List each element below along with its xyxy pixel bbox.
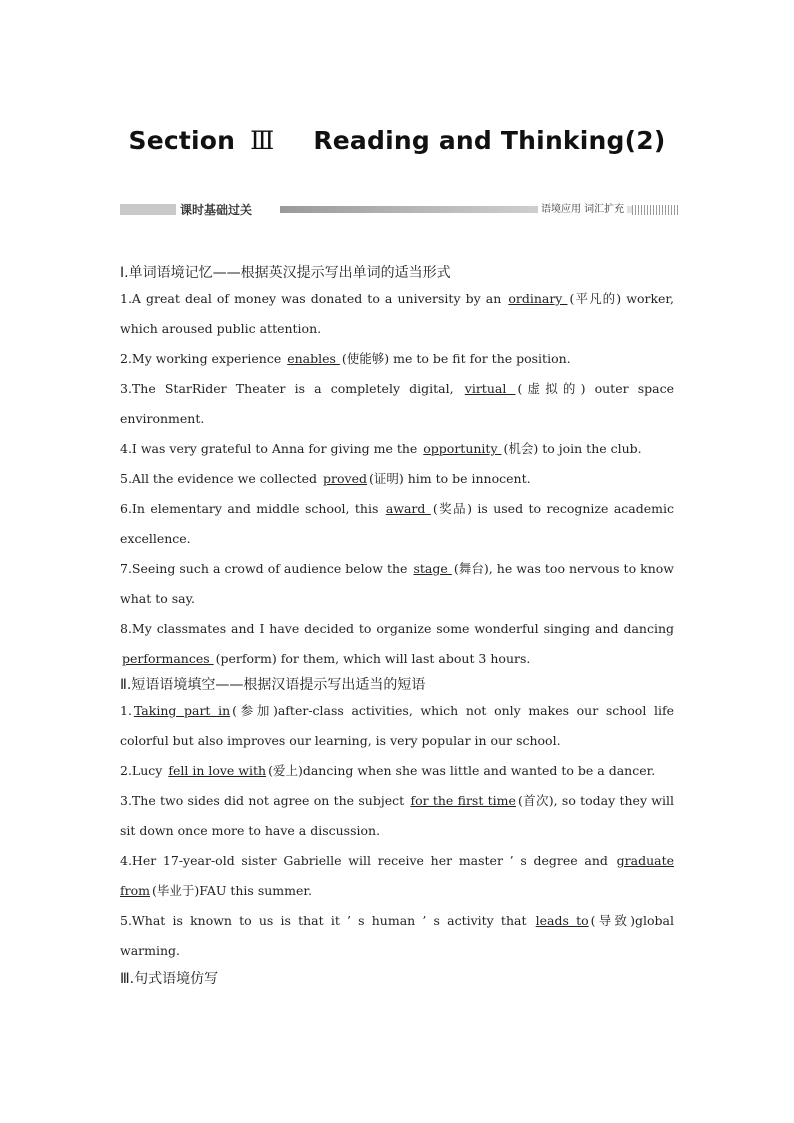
- item-text-after: (证明) him to be innocent.: [369, 471, 531, 486]
- item-text-after: (奖品) is used to recognize academic excellence.: [120, 501, 674, 546]
- page-title: [0, 126, 794, 155]
- exercise-item: [120, 464, 674, 494]
- banner-right-label: 语境应用 词汇扩充: [538, 202, 627, 218]
- section-banner: [120, 201, 680, 219]
- answer-blank: award: [385, 501, 431, 516]
- exercise-item: [120, 786, 674, 846]
- item-text-after: (使能够) me to be fit for the position.: [341, 351, 571, 366]
- banner-stripes: [632, 205, 680, 215]
- item-text-after: (虚拟的) outer space environment.: [120, 381, 674, 426]
- exercise-item: [120, 554, 674, 614]
- exercise-item: [120, 494, 674, 554]
- title-subtitle: Reading and Thinking(2): [313, 126, 666, 155]
- exercise-item: [120, 374, 674, 434]
- item-text-after: (毕业于)FAU this summer.: [151, 883, 312, 898]
- item-text-after: (舞台), he was too nervous to know what to say.: [120, 561, 674, 606]
- item-text-after: (平凡的) worker, which aroused public attention.: [120, 291, 674, 336]
- title-roman-numeral: Ⅲ: [250, 126, 275, 155]
- exercise-item: [120, 614, 674, 674]
- item-text-before: 3.The StarRider Theater is a completely digital,: [120, 381, 463, 396]
- item-text-before: 7.Seeing such a crowd of audience below the: [120, 561, 412, 576]
- item-text-after: (爱上)dancing when she was little and wanted to be a dancer.: [268, 763, 656, 778]
- section2-heading: Ⅱ.短语语境填空——根据汉语提示写出适当的短语: [120, 677, 426, 693]
- answer-blank: fell in love with: [168, 763, 267, 778]
- exercise-item: [120, 756, 674, 786]
- section3-heading: Ⅲ.句式语境仿写: [120, 971, 219, 987]
- answer-blank: leads to: [535, 913, 589, 928]
- exercise-item: [120, 906, 674, 966]
- exercise-item: [120, 284, 674, 344]
- answer-blank: proved: [323, 471, 368, 486]
- item-text-before: 8.My classmates and I have decided to organize some wonderful singing and dancing: [120, 621, 674, 636]
- section1-heading: Ⅰ.单词语境记忆——根据英汉提示写出单词的适当形式: [120, 265, 451, 281]
- banner-left-label: 课时基础过关: [180, 203, 253, 217]
- item-text-before: 5.What is known to us is that it ’ s human ’ s activity that: [120, 913, 534, 928]
- item-text-after: (机会) to join the club.: [503, 441, 642, 456]
- item-text-before: 5.All the evidence we collected: [120, 471, 322, 486]
- item-text-after: (首次), so today they will sit down once more to have a discussion.: [120, 793, 674, 838]
- answer-blank: opportunity: [423, 441, 502, 456]
- exercise-item: [120, 344, 674, 374]
- item-text-before: 4.Her 17-year-old sister Gabrielle will receive her master ’ s degree and: [120, 853, 615, 868]
- answer-blank: graduate from: [120, 853, 674, 898]
- exercise-item: [120, 434, 674, 464]
- item-text-before: 3.The two sides did not agree on the subject: [120, 793, 409, 808]
- item-text-before: 1.A great deal of money was donated to a university by an: [120, 291, 507, 306]
- answer-blank: for the first time: [410, 793, 516, 808]
- answer-blank: enables: [287, 351, 340, 366]
- exercise-item: [120, 696, 674, 756]
- answer-blank: Taking part in: [133, 703, 231, 718]
- item-text-after: (导致)global warming.: [120, 913, 674, 958]
- answer-blank: stage: [413, 561, 452, 576]
- section2-list: [120, 696, 674, 966]
- item-text-after: (perform) for them, which will last about 3 hours.: [215, 651, 531, 666]
- answer-blank: ordinary: [508, 291, 568, 306]
- banner-left-bar: [120, 204, 176, 215]
- title-section: Section: [128, 126, 236, 155]
- exercise-content: [120, 262, 674, 990]
- exercise-item: [120, 846, 674, 906]
- item-text-before: 4.I was very grateful to Anna for giving me the: [120, 441, 422, 456]
- item-text-before: 2.Lucy: [120, 763, 167, 778]
- item-text-before: 6.In elementary and middle school, this: [120, 501, 384, 516]
- answer-blank: virtual: [464, 381, 516, 396]
- section1-list: [120, 284, 674, 674]
- item-text-after: (参加)after-class activities, which not only makes our school life colorful but also improves our learning, is very popular in our school.: [120, 703, 674, 748]
- answer-blank: performances: [122, 651, 214, 666]
- item-text-before: 1.: [120, 703, 132, 718]
- item-text-before: 2.My working experience: [120, 351, 286, 366]
